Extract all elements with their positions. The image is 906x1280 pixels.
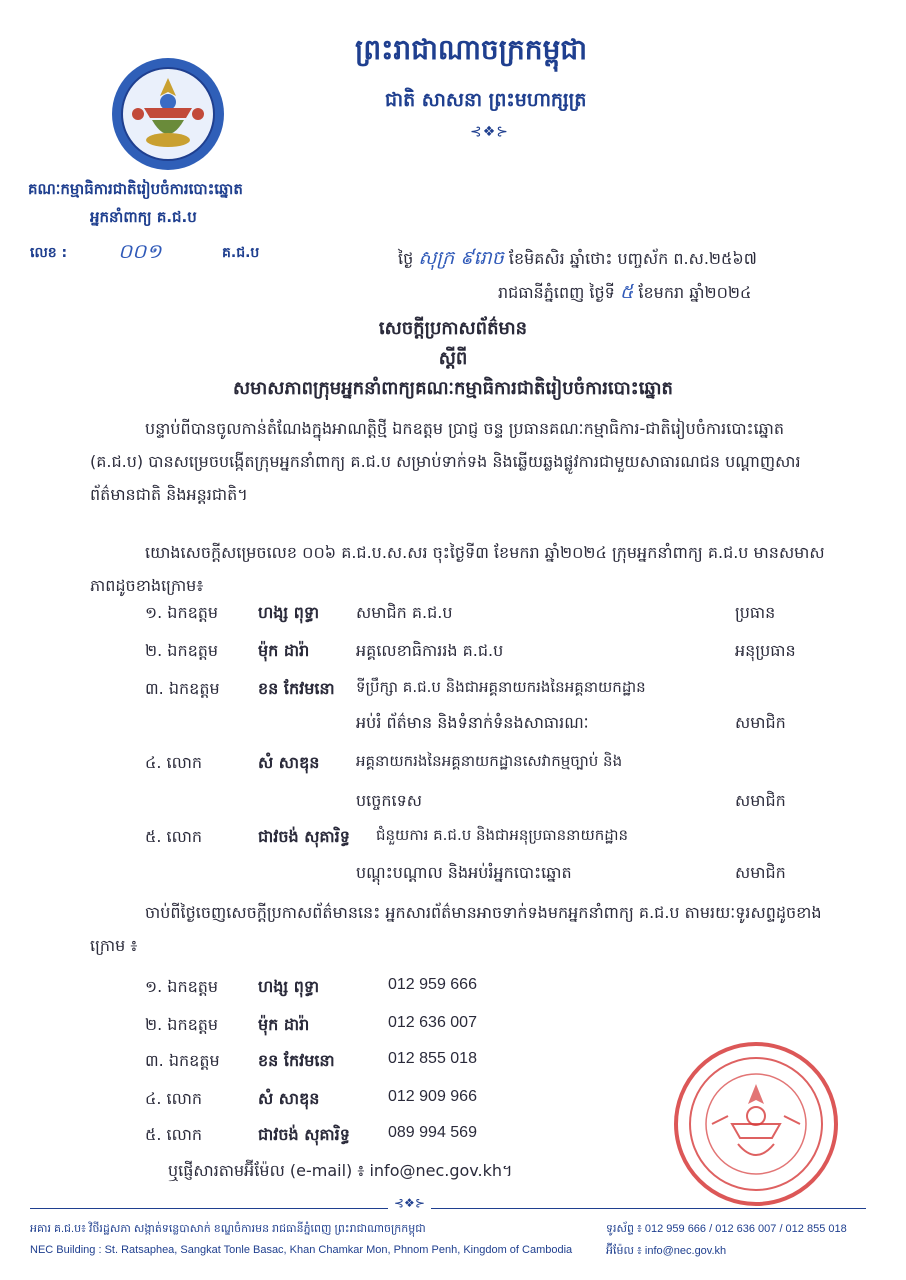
contact-paragraph: ចាប់ពីថ្ងៃចេញសេចក្តីប្រកាសព័ត៌មាននេះ អ្នកសារព័ត៌មានអាចទាក់ទងមកអ្នកនាំពាក្យ គ.ជ.ប តាមរយៈទូរសព្ទដូចខាងក្រោម ៖ xyxy=(90,903,822,955)
member-num: ២. ឯកឧត្តម xyxy=(145,641,219,660)
email-line[interactable]: ឬផ្ញើសារតាមអ៊ីម៉ែល (e-mail) ៖ info@nec.gov.kh។ xyxy=(168,1161,513,1180)
doc-title-about: ស្តីពី xyxy=(438,348,468,369)
contact-row xyxy=(145,1124,202,1148)
kingdom-heading: ព្រះរាជាណាចក្រកម្ពុជា xyxy=(355,33,588,66)
member-name: ហង្ស ពុទ្ធា xyxy=(258,603,320,622)
solar-prefix: រាជធានីភ្នំពេញ ថ្ងៃទី xyxy=(498,283,620,302)
member-position: សមាជិក xyxy=(735,791,786,810)
contact-phone[interactable]: 012 855 018 xyxy=(388,1050,477,1067)
member-role: ជំនួយការ គ.ជ.ប និងជាអនុប្រធាននាយកដ្ឋាន xyxy=(376,826,629,844)
contact-phone[interactable]: 012 636 007 xyxy=(388,1014,477,1031)
national-motto: ជាតិ សាសនា ព្រះមហាក្សត្រ xyxy=(385,89,587,111)
member-role: សមាជិក គ.ជ.ប xyxy=(356,603,453,622)
footer-address-km: អគារ គ.ជ.ប៖ វិថីរដ្ឋសភា សង្កាត់ទន្លេបាសាក់ ខណ្ឌចំការមន រាជធានីភ្នំពេញ ព្រះរាជាណាចក្រកម្ពុជា xyxy=(30,1223,426,1235)
contact-row xyxy=(145,1050,220,1074)
footer-email[interactable]: អ៊ីម៉ែល ៖ info@nec.gov.kh xyxy=(606,1245,727,1257)
doc-subject: សមាសភាពក្រុមអ្នកនាំពាក្យគណៈកម្មាធិការជាតិរៀបចំការបោះឆ្នោត xyxy=(233,378,673,399)
footer-divider xyxy=(30,1208,866,1209)
ref-suffix: គ.ជ.ប xyxy=(222,245,260,261)
doc-title: សេចក្តីប្រកាសព័ត៌មាន xyxy=(378,318,528,339)
contact-phone[interactable]: 012 909 966 xyxy=(388,1088,477,1105)
solar-date xyxy=(498,280,751,308)
header-ornament: ⊰❖⊱ xyxy=(470,124,510,140)
contact-num: ២. ឯកឧត្តម xyxy=(145,1015,219,1034)
official-seal-icon xyxy=(672,1040,840,1208)
contact-num: ៥. លោក xyxy=(145,1125,203,1144)
org-name: គណៈកម្មាធិការជាតិរៀបចំការបោះឆ្នោត xyxy=(28,180,243,198)
member-role-cont: អប់រំ ព័ត៌មាន និងទំនាក់ទំនងសាធារណៈ xyxy=(356,713,589,732)
solar-day: ៥ xyxy=(619,281,634,303)
member-position: ប្រធាន xyxy=(735,603,776,622)
org-sub-title: អ្នកនាំពាក្យ គ.ជ.ប xyxy=(90,208,197,226)
member-role: ទីប្រឹក្សា គ.ជ.ប និងជាអគ្គនាយករងនៃអគ្គនាយកដ្ឋាន xyxy=(356,678,646,696)
member-name: សំ សាឌុន xyxy=(258,753,320,772)
ref-label: លេខ : xyxy=(30,245,68,261)
footer-ornament: ⊰❖⊱ xyxy=(388,1196,431,1210)
member-name: ម៉ុក ដារ៉ា xyxy=(258,641,310,660)
contact-num: ១. ឯកឧត្តម xyxy=(145,977,219,996)
lunar-date xyxy=(398,246,757,274)
contact-row xyxy=(145,976,218,1000)
nec-logo-icon xyxy=(110,56,226,172)
footer-address-en: NEC Building : St. Ratsaphea, Sangkat Tonle Basac, Khan Chamkar Mon, Phnom Penh, Kingdom of Cambodia xyxy=(30,1244,573,1256)
member-role-cont: បណ្តុះបណ្តាល និងអប់រំអ្នកបោះឆ្នោត xyxy=(356,863,572,882)
contact-name: សំ សាឌុន xyxy=(258,1089,320,1108)
member-name: ជាវចង់ សុគារិទ្ធ xyxy=(258,827,350,846)
member-num: ៣. ឯកឧត្តម xyxy=(145,679,220,698)
contact-num: ៣. ឯកឧត្តម xyxy=(145,1051,220,1070)
intro-paragraph: បន្ទាប់ពីបានចូលកាន់តំណែងក្នុងអាណត្តិថ្មី ឯកឧត្តម ប្រាជ្ញ ចន្ទ ប្រធានគណៈកម្មាធិការ-ជាតិរៀបចំការបោះឆ្នោត (គ.ជ.ប) បានសម្រេចបង្កើតក្រុមអ្នកនាំពាក្យ គ.ជ.ប សម្រាប់ទាក់ទង និងឆ្លើយឆ្លងផ្លូវការជាមួយសាធារណជន បណ្តាញសារព័ត៌មានជាតិ និងអន្តរជាតិ។ xyxy=(90,419,801,504)
member-position: សមាជិក xyxy=(735,713,786,732)
member-num: ៤. លោក xyxy=(145,753,203,772)
contact-row xyxy=(145,1014,218,1038)
member-position: សមាជិក xyxy=(735,863,786,882)
solar-rest: ខែមករា ឆ្នាំ២០២៤ xyxy=(633,283,752,302)
member-role: អគ្គលេខាធិការរង គ.ជ.ប xyxy=(356,641,504,660)
lunar-prefix: ថ្ងៃ xyxy=(398,249,414,268)
member-role: អគ្គនាយករងនៃអគ្គនាយកដ្ឋានសេវាកម្មច្បាប់ និង xyxy=(356,752,623,770)
lunar-handwritten: សុក្រ ៩រោច xyxy=(418,247,504,269)
member-name: ខន កែវមនោ xyxy=(258,679,335,698)
contact-name: ខន កែវមនោ xyxy=(258,1051,335,1070)
contact-name: ជាវចង់ សុគារិទ្ធ xyxy=(258,1125,350,1144)
contact-name: ម៉ុក ដារ៉ា xyxy=(258,1015,310,1034)
member-num: ១. ឯកឧត្តម xyxy=(145,603,219,622)
member-num: ៥. លោក xyxy=(145,827,203,846)
reference-paragraph: យោងសេចក្តីសម្រេចលេខ ០០៦ គ.ជ.ប.ស.សរ ចុះថ្ងៃទី៣ ខែមករា ឆ្នាំ២០២៤ ក្រុមអ្នកនាំពាក្យ គ.ជ.ប មានសមាសភាពដូចខាងក្រោម៖ xyxy=(90,543,825,595)
member-role-cont: បច្ចេកទេស xyxy=(356,791,423,810)
footer-phones: ទូរស័ព្ទ ៖ 012 959 666 / 012 636 007 / 012 855 018 xyxy=(606,1223,847,1235)
contact-phone[interactable]: 089 994 569 xyxy=(388,1124,477,1141)
ref-number: ០០១ xyxy=(118,239,162,263)
lunar-rest: ខែមិគសិរ ឆ្នាំថោះ បញ្ចស័ក ព.ស.២៥៦៧ xyxy=(503,249,757,268)
member-position: អនុប្រធាន xyxy=(735,641,796,660)
contact-name: ហង្ស ពុទ្ធា xyxy=(258,977,320,996)
contact-num: ៤. លោក xyxy=(145,1089,203,1108)
contact-phone[interactable]: 012 959 666 xyxy=(388,976,477,993)
contact-row xyxy=(145,1088,202,1112)
